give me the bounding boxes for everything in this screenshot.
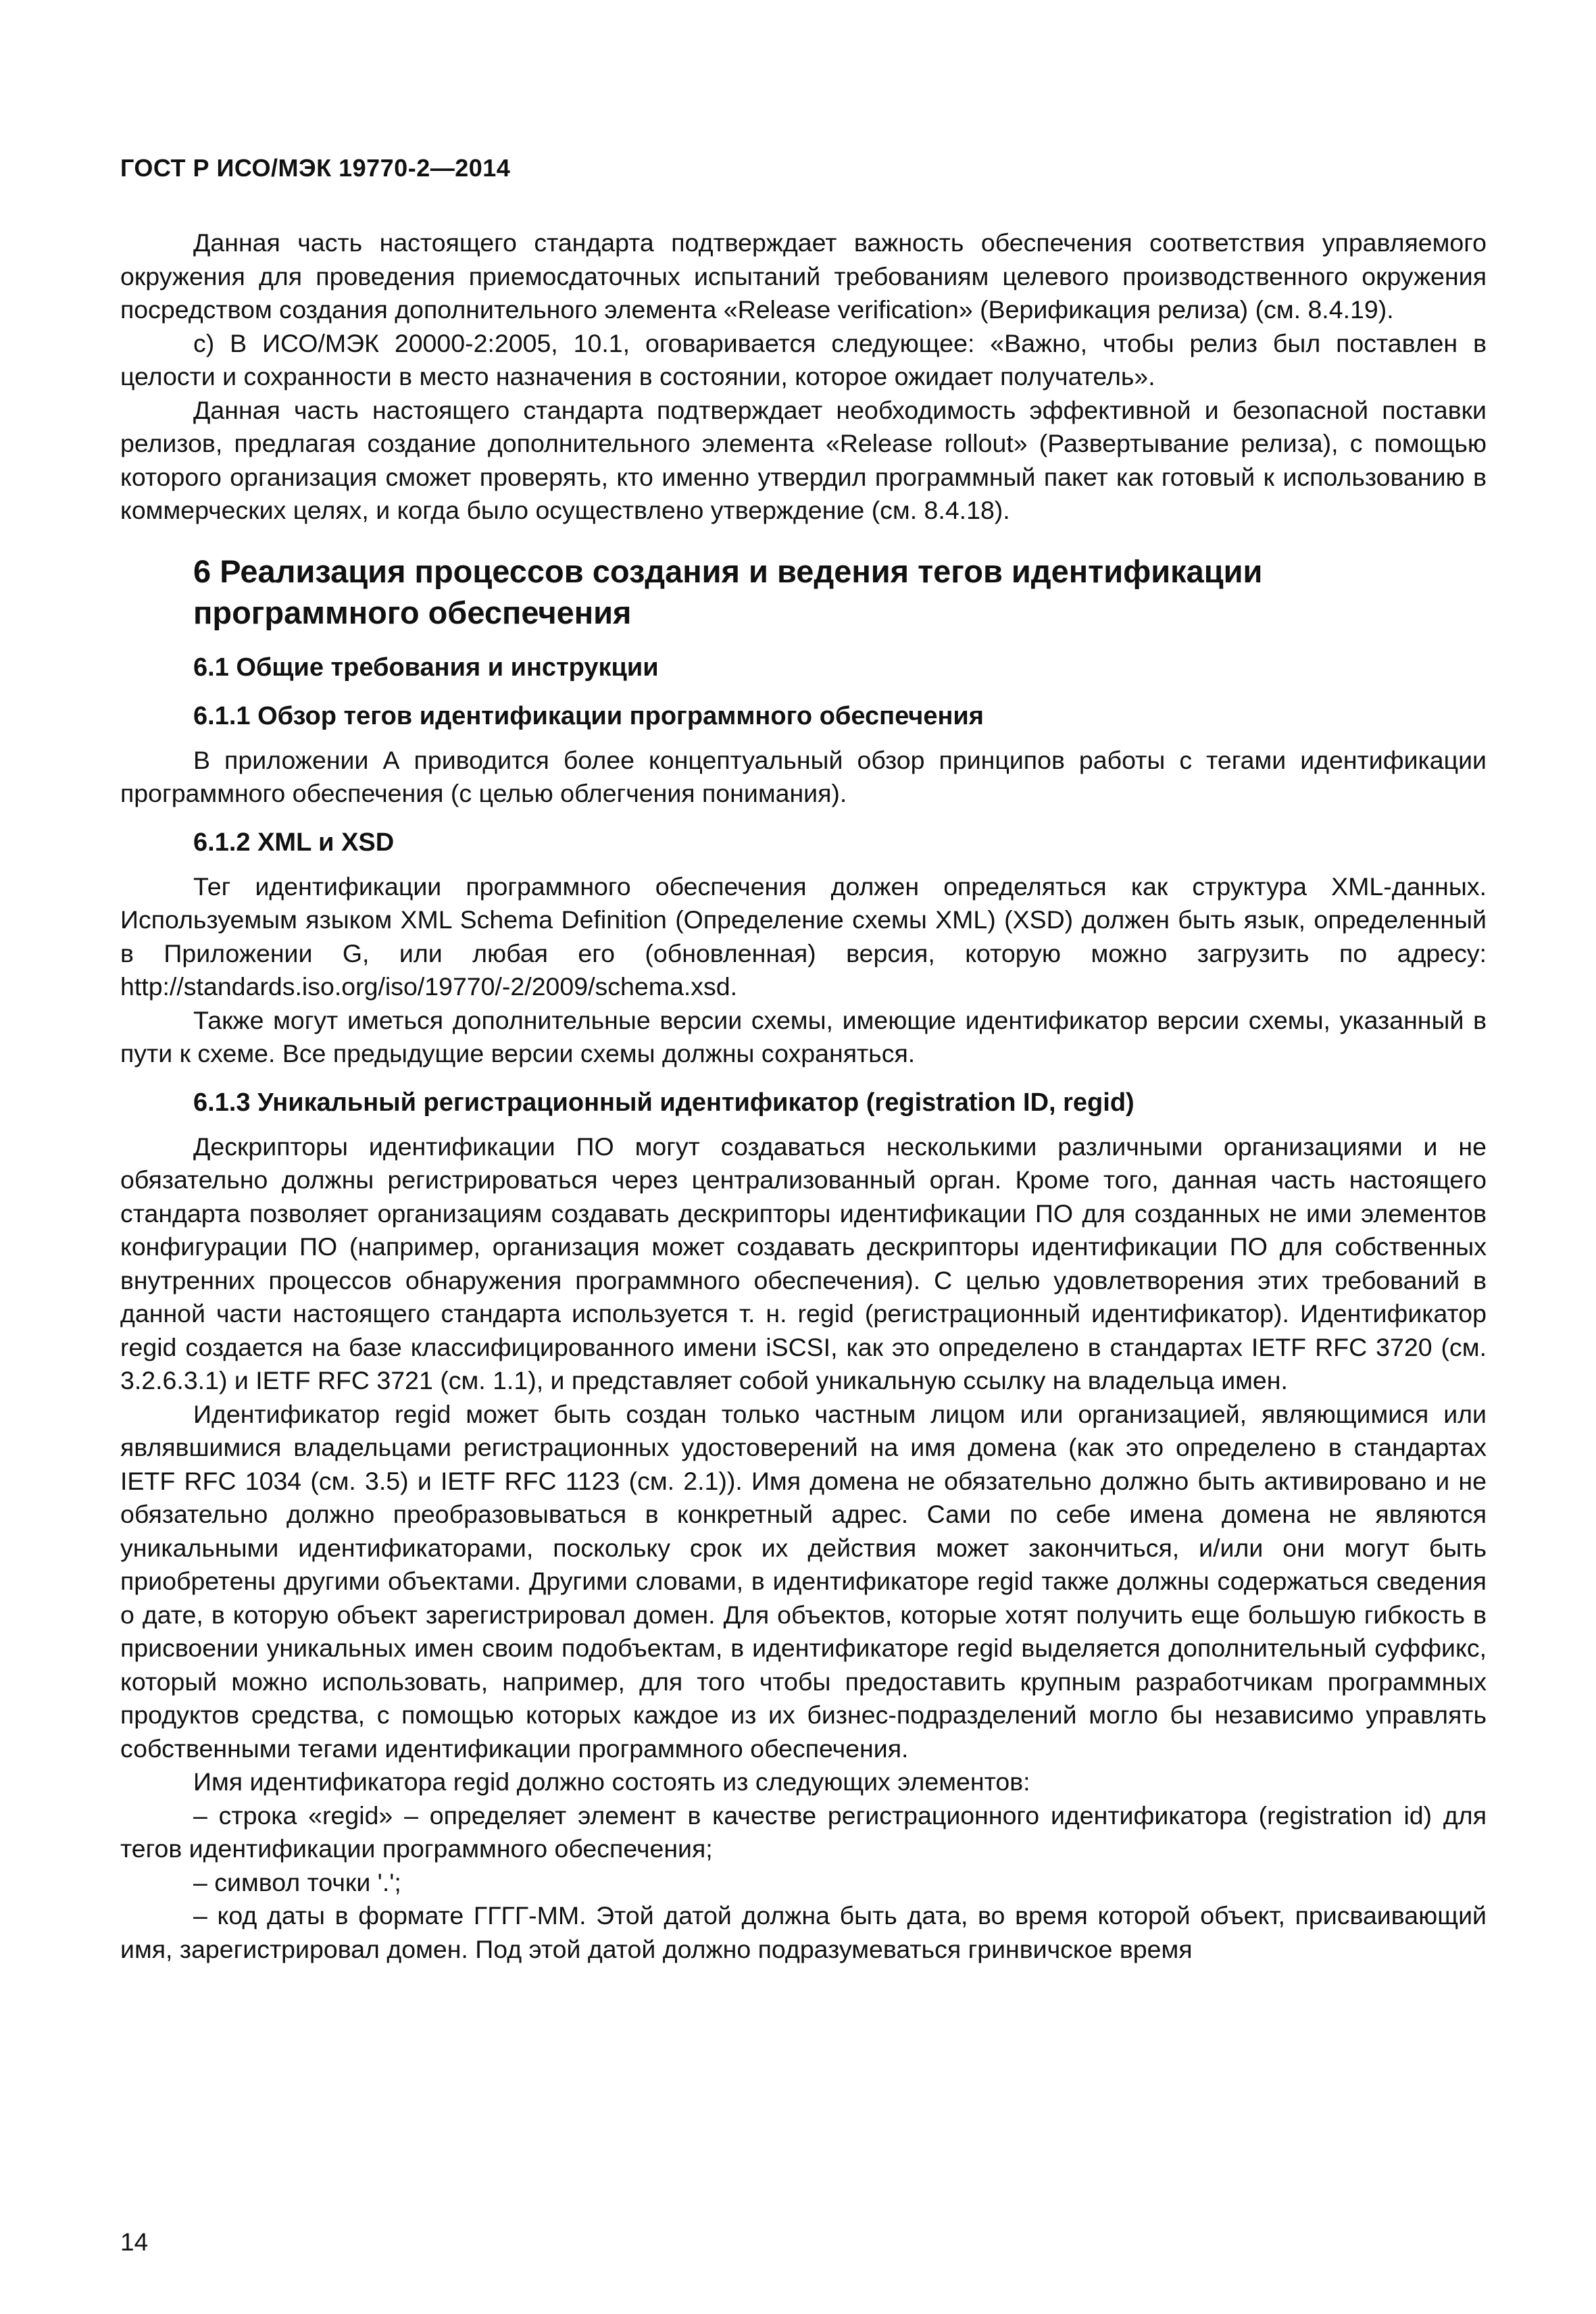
list-item: – строка «regid» – определяет элемент в качестве регистрационного идентификатора (registration id) для тегов идентификации программного обеспечения;	[120, 1801, 1487, 1863]
paragraph: Тег идентификации программного обеспечения должен определяться как структура XML-данных. Используемым языком XML Schema Definition (Определение схемы XML) (XSD) должен быть язык, определенный в Приложении G, или любая его (обновленная) версия, которую можно загрузить по адресу: http://standards.iso.org/iso/19770/-2/2009/schema.xsd.	[120, 872, 1487, 1001]
list-item: – символ точки '.';	[193, 1867, 401, 1896]
subsection-heading: 6.1 Общие требования и инструкции	[193, 653, 659, 682]
list-item: – код даты в формате ГГГГ-ММ. Этой датой должна быть дата, во время которой объект, присваивающий имя, зарегистрировал домен. Под этой датой должно подразумеваться гринвичское время	[120, 1901, 1487, 1963]
paragraph: Имя идентификатора regid должно состоять из следующих элементов:	[193, 1767, 1030, 1796]
subsection-heading: 6.1.2 XML и XSD	[193, 828, 395, 857]
subsection-heading: 6.1.1 Обзор тегов идентификации программного обеспечения	[193, 701, 984, 730]
document-body	[120, 226, 1487, 1966]
page-number: 14	[120, 2228, 149, 2256]
paragraph: Идентификатор regid может быть создан только частным лицом или организацией, являющимися или являвшимися владельцами регистрационных удостоверений на имя домена (как это определено в стандартах IETF RFC 1034 (см. 3.5) и IETF RFC 1123 (см. 2.1)). Имя домена не обязательно должно быть активировано и не обязательно должно преобразовываться в конкретный адрес. Сами по себе имена домена не являются уникальными идентификаторами, поскольку срок их действия может закончиться, и/или они могут быть приобретены другими объектами. Другими словами, в идентификаторе regid также должны содержаться сведения о дате, в которую объект зарегистрировал домен. Для объектов, которые хотят получить еще большую гибкость в присвоении уникальных имен своим подобъектам, в идентификаторе regid выделяется дополнительный суффикс, который можно использовать, например, для того чтобы предоставить крупным разработчикам программных продуктов средства, с помощью которых каждое из их бизнес-подразделений могло бы независимо управлять собственными тегами идентификации программного обеспечения.	[120, 1399, 1487, 1763]
paragraph: с) В ИСО/МЭК 20000-2:2005, 10.1, оговаривается следующее: «Важно, чтобы релиз был поставлен в целости и сохранности в место назначения в состоянии, которое ожидает получатель».	[120, 328, 1487, 391]
paragraph: В приложении А приводится более концептуальный обзор принципов работы с тегами идентификации программного обеспечения (с целью облегчения понимания).	[120, 745, 1487, 807]
paragraph: Данная часть настоящего стандарта подтверждает необходимость эффективной и безопасной поставки релизов, предлагая создание дополнительного элемента «Release rollout» (Развертывание релиза), с помощью которого организация сможет проверять, кто именно утвердил программный пакет как готовый к использованию в коммерческих целях, и когда было осуществлено утверждение (см. 8.4.18).	[120, 395, 1487, 524]
subsection-heading: 6.1.3 Уникальный регистрационный идентификатор (registration ID, regid)	[193, 1088, 1134, 1117]
paragraph: Дескрипторы идентификации ПО могут создаваться несколькими различными организациями и не обязательно должны регистрироваться через централизованный орган. Кроме того, данная часть настоящего стандарта позволяет организациям создавать дескрипторы идентификации ПО для созданных не ими элементов конфигурации ПО (например, организация может создавать дескрипторы идентификации ПО для собственных внутренних процессов обнаружения программного обеспечения). С целью удовлетворения этих требований в данной части настоящего стандарта используется т. н. regid (регистрационный идентификатор). Идентификатор regid создается на базе классифицированного имени iSCSI, как это определено в стандартах IETF RFC 3720 (см. 3.2.6.3.1) и IETF RFC 3721 (см. 1.1), и представляет собой уникальную ссылку на владельца имен.	[120, 1132, 1487, 1394]
section-heading: 6 Реализация процессов создания и ведения тегов идентификации программного обеспечения	[193, 553, 1263, 630]
paragraph: Также могут иметься дополнительные версии схемы, имеющие идентификатор версии схемы, указанный в пути к схеме. Все предыдущие версии схемы должны сохраняться.	[120, 1005, 1487, 1067]
paragraph: Данная часть настоящего стандарта подтверждает важность обеспечения соответствия управляемого окружения для проведения приемосдаточных испытаний требованиям целевого производственного окружения посредством создания дополнительного элемента «Release verification» (Верификация релиза) (см. 8.4.19).	[120, 228, 1487, 324]
document-header-id: ГОСТ Р ИСО/МЭК 19770-2—2014	[120, 154, 511, 182]
